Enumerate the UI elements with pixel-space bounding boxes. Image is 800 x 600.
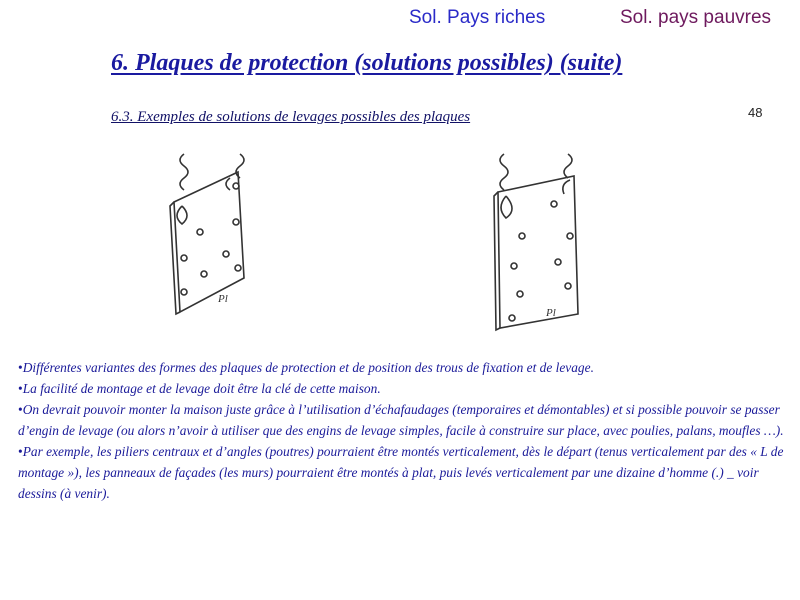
bullet-dot-icon: • xyxy=(18,402,23,417)
lifting-plate-sketch-icon xyxy=(488,150,584,332)
list-item: •On devrait pouvoir monter la maison juste grâce à l’utilisation d’échafaudages (temporaires et démontables) et si possible pouvoir se passer d’engin de levage (ou alors n’avoir à utiliser que des engins de levage simples, facile à construire sur place, avec poulies, palans, moufles …). xyxy=(18,402,784,438)
page-number: 48 xyxy=(748,105,763,120)
bullet-dot-icon: • xyxy=(18,444,23,459)
list-item: •Par exemple, les piliers centraux et d’angles (poutres) pourraient être montés verticalement, dès le départ (tenus verticalement par des « L de montage »), les panneaux de façades (les murs) pourraient être montés à plat, puis levés verticalement par une dizaine d’homme (.) _ voir dessins (à venir). xyxy=(18,444,784,501)
list-item: •La facilité de montage et de levage doit être la clé de cette maison. xyxy=(18,381,381,396)
nav-link-rich-countries[interactable]: Sol. Pays riches xyxy=(409,7,546,28)
lifting-plate-sketch-icon xyxy=(160,150,250,320)
page-title: 6. Plaques de protection (solutions possibles) (suite) xyxy=(111,50,623,76)
bullet-dot-icon: • xyxy=(18,360,23,375)
bullet-dot-icon: • xyxy=(18,381,23,396)
nav-link-poor-countries[interactable]: Sol. pays pauvres xyxy=(620,7,772,28)
figure-2-caption: Pl xyxy=(546,307,556,319)
bullet-list xyxy=(18,357,788,504)
figure-1-caption: Pl xyxy=(218,293,228,305)
list-item: •Différentes variantes des formes des plaques de protection et de position des trous de fixation et de levage. xyxy=(18,360,594,375)
section-subtitle: 6.3. Exemples de solutions de levages possibles des plaques xyxy=(111,109,471,125)
